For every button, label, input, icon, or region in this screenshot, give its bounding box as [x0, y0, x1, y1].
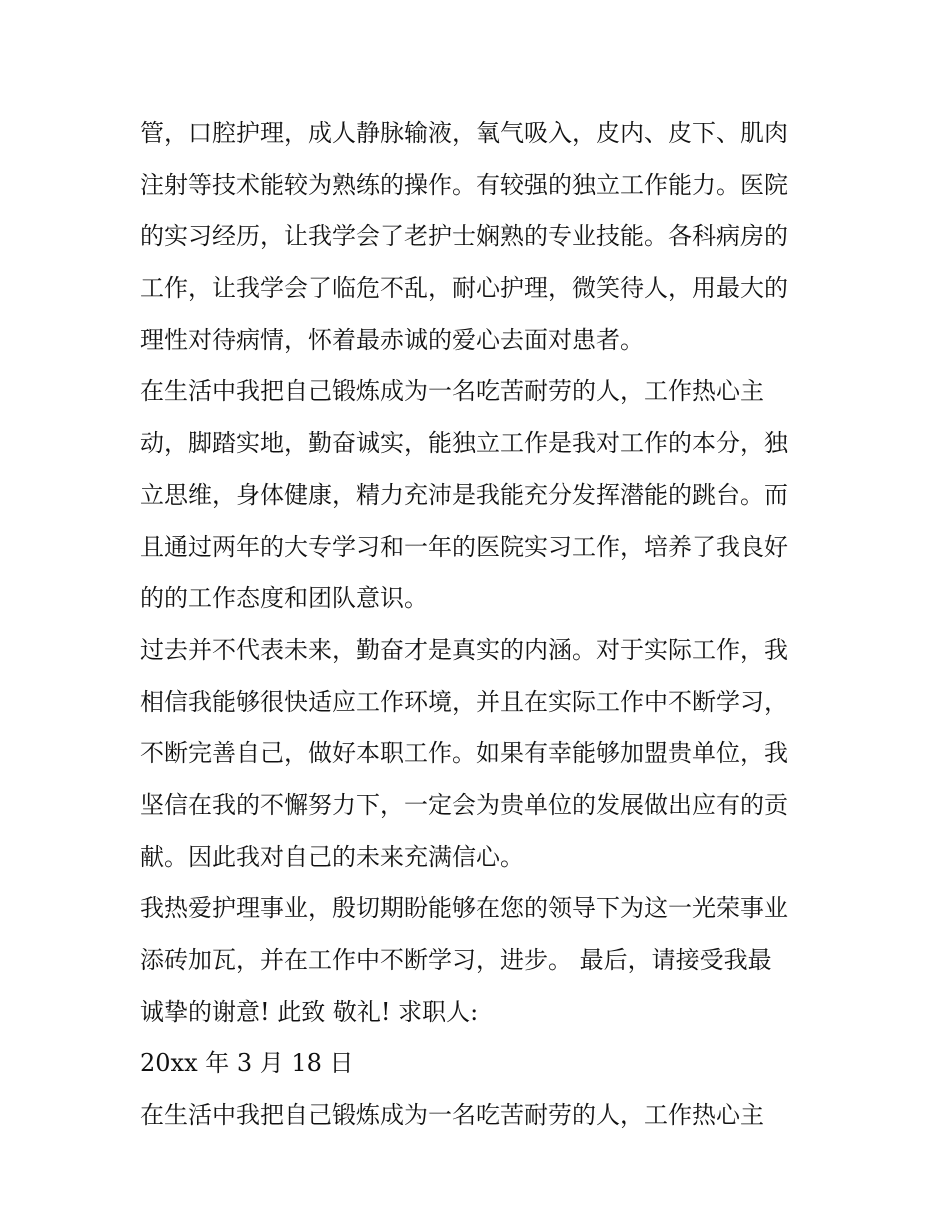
text-line: 献。因此我对自己的未来充满信心。 [140, 842, 524, 871]
text-line: 诚挚的谢意! 此致 敬礼! 求职人: [140, 997, 479, 1026]
text-line: 的的工作态度和团队意识。 [140, 584, 428, 613]
text-line: 管，口腔护理，成人静脉输液，氧气吸入，皮内、皮下、肌肉 [140, 119, 788, 147]
text-line: 注射等技术能较为熟练的操作。有较强的独立工作能力。医院 [140, 170, 788, 199]
text-line: 添砖加瓦，并在工作中不断学习，进步。 最后，请接受我最 [140, 946, 772, 974]
text-line: 我热爱护理事业，殷切期盼能够在您的领导下为这一光荣事业 [140, 894, 788, 923]
text-line: 工作，让我学会了临危不乱，耐心护理，微笑待人，用最大的 [140, 274, 788, 303]
text-line: 不断完善自己，做好本职工作。如果有幸能够加盟贵单位，我 [140, 739, 788, 768]
text-line: 相信我能够很快适应工作环境，并且在实际工作中不断学习， [140, 687, 788, 716]
text-line: 在生活中我把自己锻炼成为一名吃苦耐劳的人，工作热心主 [140, 377, 764, 406]
date-line: 20xx 年 3 月 18 日 [140, 1049, 354, 1078]
text-line: 理性对待病情，怀着最赤诚的爱心去面对患者。 [140, 325, 644, 354]
text-line: 且通过两年的大专学习和一年的医院实习工作，培养了我良好 [140, 532, 788, 561]
text-line: 立思维，身体健康，精力充沛是我能充分发挥潜能的跳台。而 [140, 480, 788, 509]
text-line: 动，脚踏实地，勤奋诚实，能独立工作是我对工作的本分，独 [140, 429, 788, 458]
text-line: 坚信在我的不懈努力下，一定会为贵单位的发展做出应有的贡 [140, 790, 788, 819]
text-line: 过去并不代表未来，勤奋才是真实的内涵。对于实际工作，我 [140, 635, 788, 664]
text-line: 在生活中我把自己锻炼成为一名吃苦耐劳的人，工作热心主 [140, 1101, 764, 1130]
document-body [140, 108, 820, 1142]
text-line: 的实习经历，让我学会了老护士娴熟的专业技能。各科病房的 [140, 222, 788, 251]
